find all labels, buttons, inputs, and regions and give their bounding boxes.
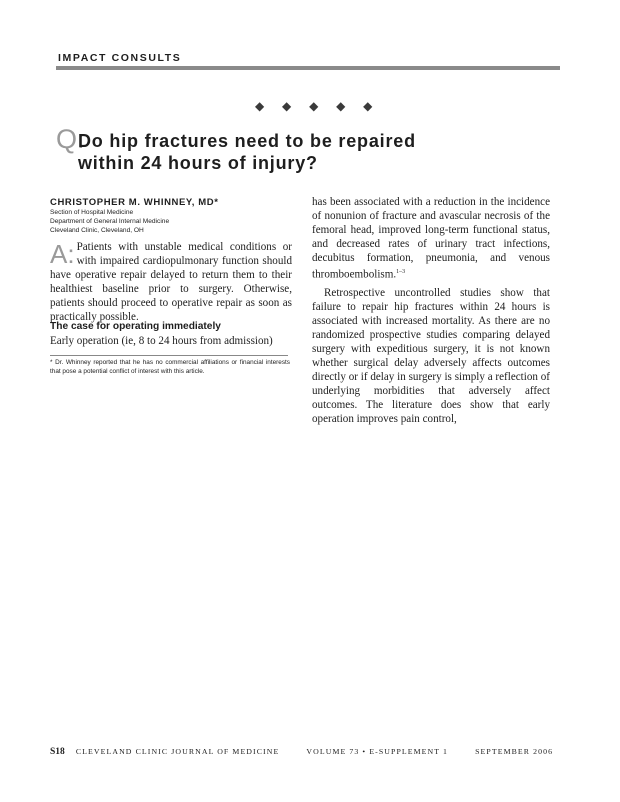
question-marker: Q: xyxy=(56,124,85,154)
section-label: IMPACT CONSULTS xyxy=(58,52,182,64)
page-footer xyxy=(50,747,553,757)
section-text: Early operation (ie, 8 to 24 hours from admission) xyxy=(50,335,273,347)
answer-text: Patients with unstable medical conditions or with impaired cardiopulmonary function should have operative repair delayed to return them to their healthiest baseline prior to surgery. Otherwise, patients should proceed to operative repair as soon as practically possible. xyxy=(50,241,292,323)
page-number: S18 xyxy=(50,747,65,757)
diamond-ornament-icon: ◆ ◆ ◆ ◆ ◆ xyxy=(255,99,380,113)
answer-block xyxy=(50,240,292,324)
right-column xyxy=(312,195,550,426)
footnote: * Dr. Whinney reported that he has no commercial affiliations or financial interests that pose a potential conflict of interest with this article. xyxy=(50,359,290,375)
body-paragraph: Retrospective uncontrolled studies show that failure to repair hip fractures within 24 hours is associated with increased mortality. As there are no randomized prospective studies comparing delayed surgery with expeditious surgery, it is not known whether surgical delay adversely affects outcomes directly or if delay in surgery is simply a reflection of underlying morbidities that adversely affect outcomes. The literature does show that early operation improves pain control, xyxy=(312,286,550,425)
journal-name: CLEVELAND CLINIC JOURNAL OF MEDICINE xyxy=(75,747,280,756)
reference-marker[interactable]: 1–3 xyxy=(396,269,406,275)
author-name: CHRISTOPHER M. WHINNEY, MD* xyxy=(50,197,219,208)
body-paragraph xyxy=(50,334,292,348)
volume-info: VOLUME 73 • E-SUPPLEMENT 1 xyxy=(306,747,449,756)
author-affiliation: Department of General Internal Medicine xyxy=(50,218,170,225)
answer-marker: A: xyxy=(50,239,75,269)
section-heading: The case for operating immediately xyxy=(50,321,221,332)
paragraph-text: has been associated with a reduction in the incidence of nonunion of fracture and avascular necrosis of the femoral head, improved long-term functional status, and decreased rates of urinary tract infections, decubitus formation, pneumonia, and venous thromboembolism. xyxy=(312,196,550,281)
author-affiliation: Section of Hospital Medicine xyxy=(50,209,134,216)
body-paragraph xyxy=(312,195,550,282)
question-title: Do hip fractures need to be repaired within 24 hours of injury? xyxy=(78,131,416,173)
issue-date: SEPTEMBER 2006 xyxy=(475,747,554,756)
header-rule xyxy=(56,66,560,70)
footnote-rule xyxy=(50,355,288,356)
author-affiliation: Cleveland Clinic, Cleveland, OH xyxy=(50,227,144,234)
